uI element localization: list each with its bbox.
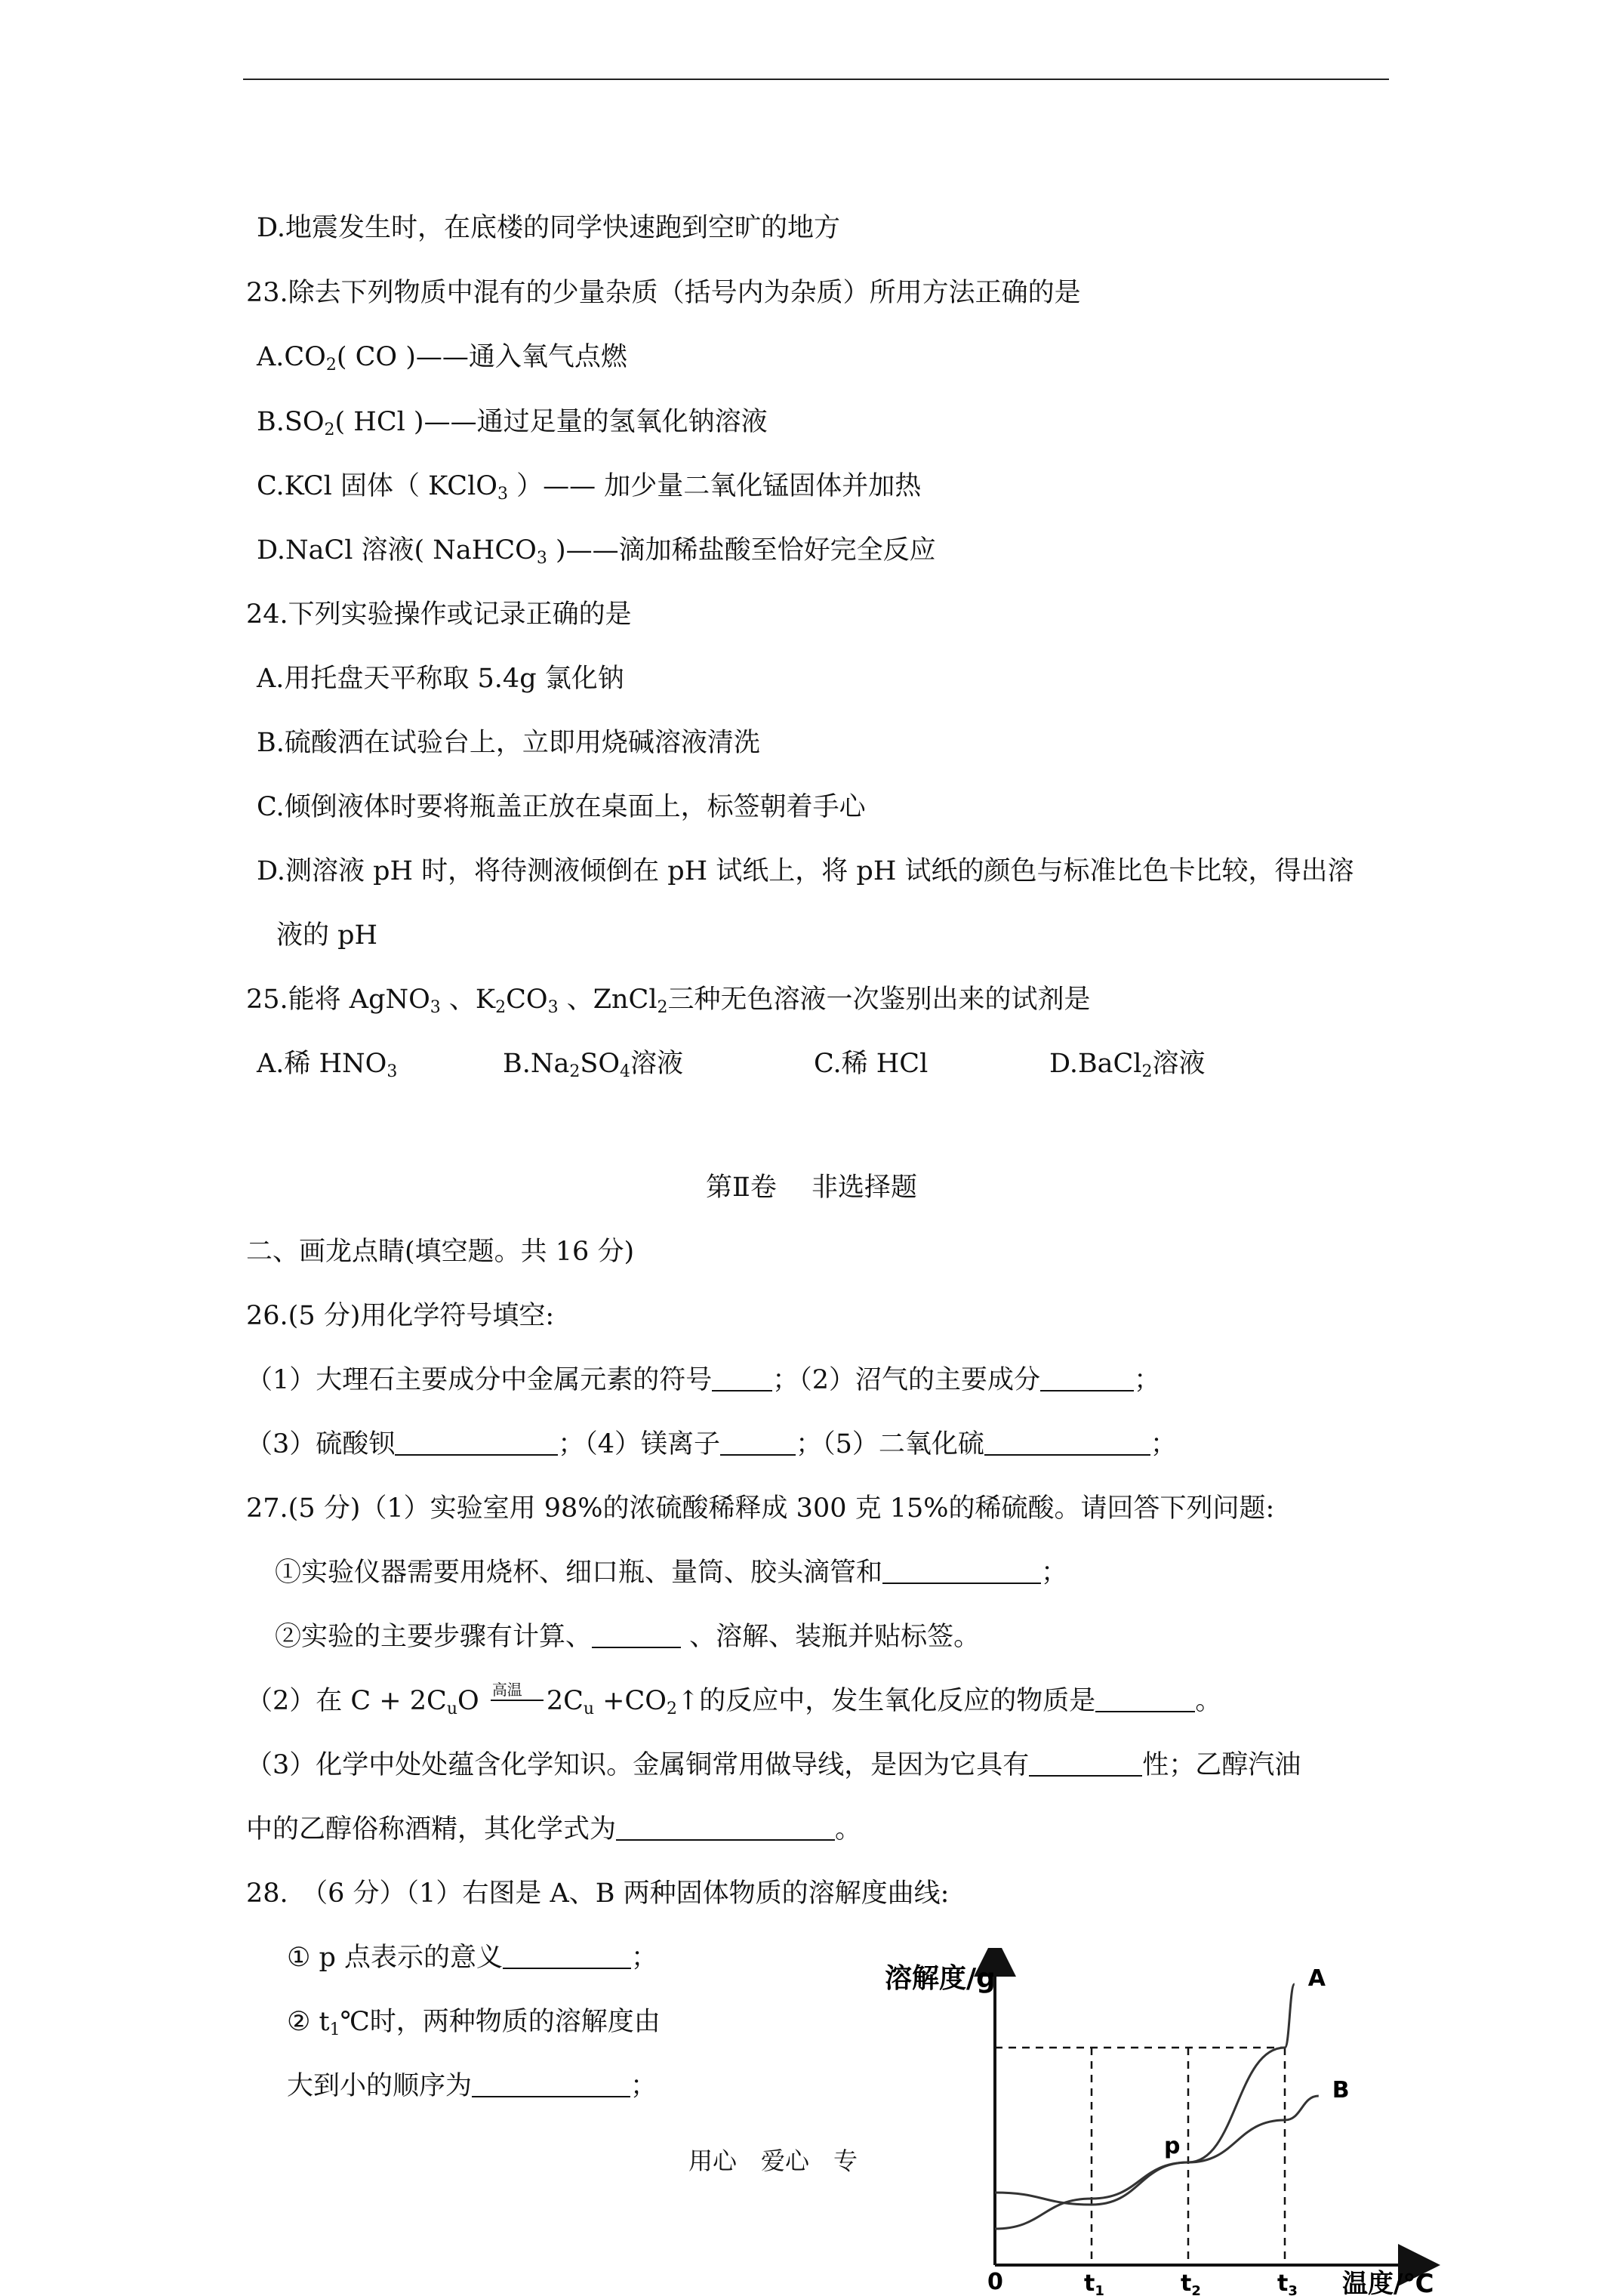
q24-option-d-line2: 液的 pH: [276, 920, 378, 951]
x-tick-t1: $t_1$: [1084, 2270, 1104, 2296]
x-tick-t3: $t_3$: [1277, 2270, 1298, 2296]
q28-stem: 28. （6 分）（1）右图是 A、B 两种固体物质的溶解度曲线:: [246, 1878, 950, 1909]
q25-stem: 25.能将 AgNO$_3$ 、$K_2CO_3$ 、ZnCl$_2$三种无色溶液一次鉴别出来的试剂是: [246, 985, 1091, 1017]
q23-option-c: C.KCl 固体（ KClO$_3$ ）—— 加少量二氧化锰固体并加热: [257, 471, 922, 504]
answer-blank[interactable]: [503, 1945, 631, 1969]
origin-label: 0: [987, 2269, 1003, 2295]
q22-option-d: D.地震发生时，在底楼的同学快速跑到空旷的地方: [257, 213, 840, 243]
series-B-curve: [995, 2096, 1319, 2229]
q25-option-c: C.稀 HCl: [814, 1049, 929, 1079]
q28-item1: ① p 点表示的意义 ；: [287, 1943, 658, 1973]
intersection-point-label: p: [1164, 2133, 1181, 2159]
q26-line2: （3）硫酸钡 ；（4）镁离子 ；（5）二氧化硫 ；: [246, 1429, 1177, 1459]
q27-part2: （2）在 $C + 2C_uO$ 高温 $2C_u$ $+CO_2↑$的反应中，发生氧化反应的物质是 。: [246, 1681, 1222, 1718]
q23-stem: 23.除去下列物质中混有的少量杂质（括号内为杂质）所用方法正确的是: [246, 278, 1081, 308]
q24-option-a: A.用托盘天平称取 5.4g 氯化钠: [257, 664, 624, 694]
answer-blank[interactable]: [395, 1432, 558, 1456]
x-axis-label: 温度/℃: [1342, 2269, 1434, 2296]
q27-sub1: ①实验仪器需要用烧杯、细口瓶、量筒、胶头滴管和 ；: [275, 1558, 1068, 1588]
series-A-curve: [995, 1984, 1295, 2205]
q25-option-d: D.BaCl$_2$溶液: [1049, 1049, 1206, 1081]
q23-option-d: D.NaCl 溶液( NaHCO$_3$ )——滴加稀盐酸至恰好完全反应: [257, 535, 936, 568]
q25-option-a: A.稀 $HNO_3$: [257, 1049, 398, 1081]
answer-blank[interactable]: [882, 1560, 1041, 1584]
y-axis-label: 溶解度/g: [885, 1963, 996, 1994]
q26-line1: （1）大理石主要成分中金属元素的符号 ；（2）沼气的主要成分 ；: [246, 1365, 1161, 1395]
q25-option-b: $B.Na_2SO_4$溶液: [503, 1049, 684, 1081]
answer-blank[interactable]: [592, 1624, 681, 1648]
answer-blank[interactable]: [720, 1432, 796, 1456]
q24-stem: 24.下列实验操作或记录正确的是: [246, 599, 632, 630]
section-title: 二、画龙点睛(填空题。共 16 分): [246, 1237, 635, 1267]
answer-blank[interactable]: [712, 1367, 772, 1391]
q24-option-c: C.倾倒液体时要将瓶盖正放在桌面上，标签朝着手心: [257, 792, 866, 822]
q27-stem: 27.(5 分)（1）实验室用 98%的浓硫酸稀释成 300 克 15%的稀硫酸。请回答下列问题:: [246, 1493, 1275, 1524]
answer-blank[interactable]: [472, 2073, 630, 2097]
answer-blank[interactable]: [1040, 1367, 1134, 1391]
series-B-label: B: [1332, 2077, 1350, 2103]
x-tick-t2: $t_2$: [1181, 2270, 1201, 2296]
answer-blank[interactable]: [616, 1817, 835, 1841]
page-footer: 用心 爱心 专: [688, 2147, 858, 2175]
part2-title: 第Ⅱ卷 非选择题: [706, 1173, 917, 1203]
series-A-label: A: [1307, 1965, 1326, 1992]
reaction-arrow: 高温: [488, 1687, 547, 1709]
q27-sub2: ②实验的主要步骤有计算、 、溶解、装瓶并贴标签。: [275, 1622, 981, 1652]
q24-option-d-line1: D.测溶液 pH 时，将待测液倾倒在 pH 试纸上，将 pH 试纸的颜色与标准比色卡比较，得出溶: [257, 856, 1354, 886]
q26-stem: 26.(5 分)用化学符号填空:: [246, 1301, 555, 1331]
answer-blank[interactable]: [1095, 1688, 1195, 1712]
header-rule: [243, 79, 1389, 80]
q27-part3-line1: （3）化学中处处蕴含化学知识。金属铜常用做导线，是因为它具有 性；乙醇汽油: [246, 1750, 1301, 1780]
answer-blank[interactable]: [984, 1432, 1150, 1456]
q28-item2: ② $t_1℃$时，两种物质的溶解度由: [287, 2007, 661, 2039]
q28-item3: 大到小的顺序为 ；: [287, 2071, 658, 2101]
q23-option-b: $B.SO_2$( HCl )——通过足量的氢氧化钠溶液: [257, 407, 768, 439]
answer-blank[interactable]: [1029, 1752, 1142, 1777]
q23-option-a: $A.CO_2$( CO )——通入氧气点燃: [257, 342, 627, 374]
q27-part3-line2: 中的乙醇俗称酒精，其化学式为 。: [246, 1814, 862, 1845]
q24-option-b: B.硫酸洒在试验台上，立即用烧碱溶液清洗: [257, 728, 760, 758]
solubility-chart: [876, 1948, 1472, 2296]
